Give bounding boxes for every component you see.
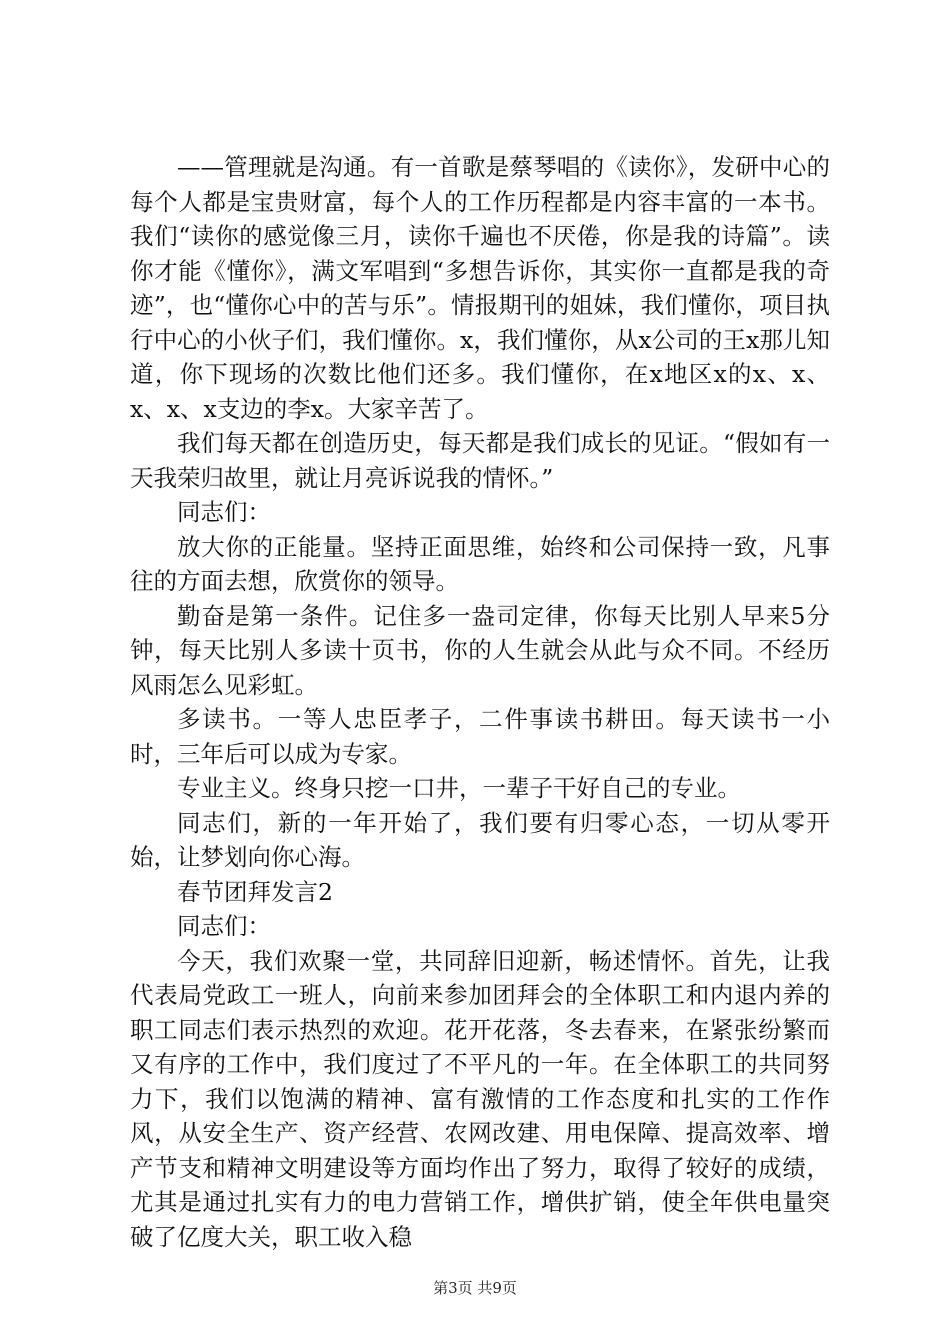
paragraph-5: 勤奋是第一条件。记住多一盎司定律，你每天比别人早来5分钟，每天比别人多读十页书，你的人生就会从此与众不同。不经历风雨怎么见彩虹。	[130, 601, 830, 699]
section-heading: 春节团拜发言2	[177, 877, 333, 906]
paragraph-7: 专业主义。终身只挖一口井，一辈子干好自己的专业。	[177, 774, 741, 802]
paragraph-2: 我们每天都在创造历史，每天都是我们成长的见证。“假如有一天我荣归故里，就让月亮诉说我的情怀。”	[130, 429, 830, 492]
paragraph-11: 今天，我们欢聚一堂，共同辞旧迎新，畅述情怀。首先，让我代表局党政工一班人，向前来参加团拜会的全体职工和内退内养的职工同志们表示热烈的欢迎。花开花落，冬去春来，在紧张纷繁而又有序的工作中，我们度过了不平凡的一年。在全体职工的共同努力下，我们以饱满的精神、富有激情的工作态度和扎实的工作作风，从安全生产、资产经营、农网改建、用电保障、提高效率、增产节支和精神文明建设等方面均作出了努力，取得了较好的成绩，尤其是通过扎实有力的电力营销工作，增供扩销，使全年供电量突破了亿度大关，职工收入稳	[130, 946, 830, 1251]
paragraph-6: 多读书。一等人忠臣孝子，二件事读书耕田。每天读书一小时，三年后可以成为专家。	[130, 705, 830, 768]
paragraph-10: 同志们：	[177, 912, 271, 940]
paragraph-8: 同志们，新的一年开始了，我们要有归零心态，一切从零开始，让梦划向你心海。	[130, 808, 830, 871]
document-body	[130, 150, 830, 1254]
paragraph-3: 同志们：	[177, 498, 271, 526]
paragraph-1: ——管理就是沟通。有一首歌是蔡琴唱的《读你》，发研中心的每个人都是宝贵财富，每个人的工作历程都是内容丰富的一本书。我们“读你的感觉像三月，读你千遍也不厌倦，你是我的诗篇”。读你才能《懂你》，满文军唱到“多想告诉你，其实你一直都是我的奇迹”，也“懂你心中的苦与乐”。情报期刊的姐妹，我们懂你，项目执行中心的小伙子们，我们懂你。x，我们懂你，从x公司的王x那儿知道，你下现场的次数比他们还多。我们懂你，在x地区x的x、x、x、x、x支边的李x。大家辛苦了。	[130, 153, 830, 423]
page-footer: 第3页 共9页	[433, 1279, 517, 1297]
paragraph-4: 放大你的正能量。坚持正面思维，始终和公司保持一致，凡事往的方面去想，欣赏你的领导。	[130, 532, 830, 595]
